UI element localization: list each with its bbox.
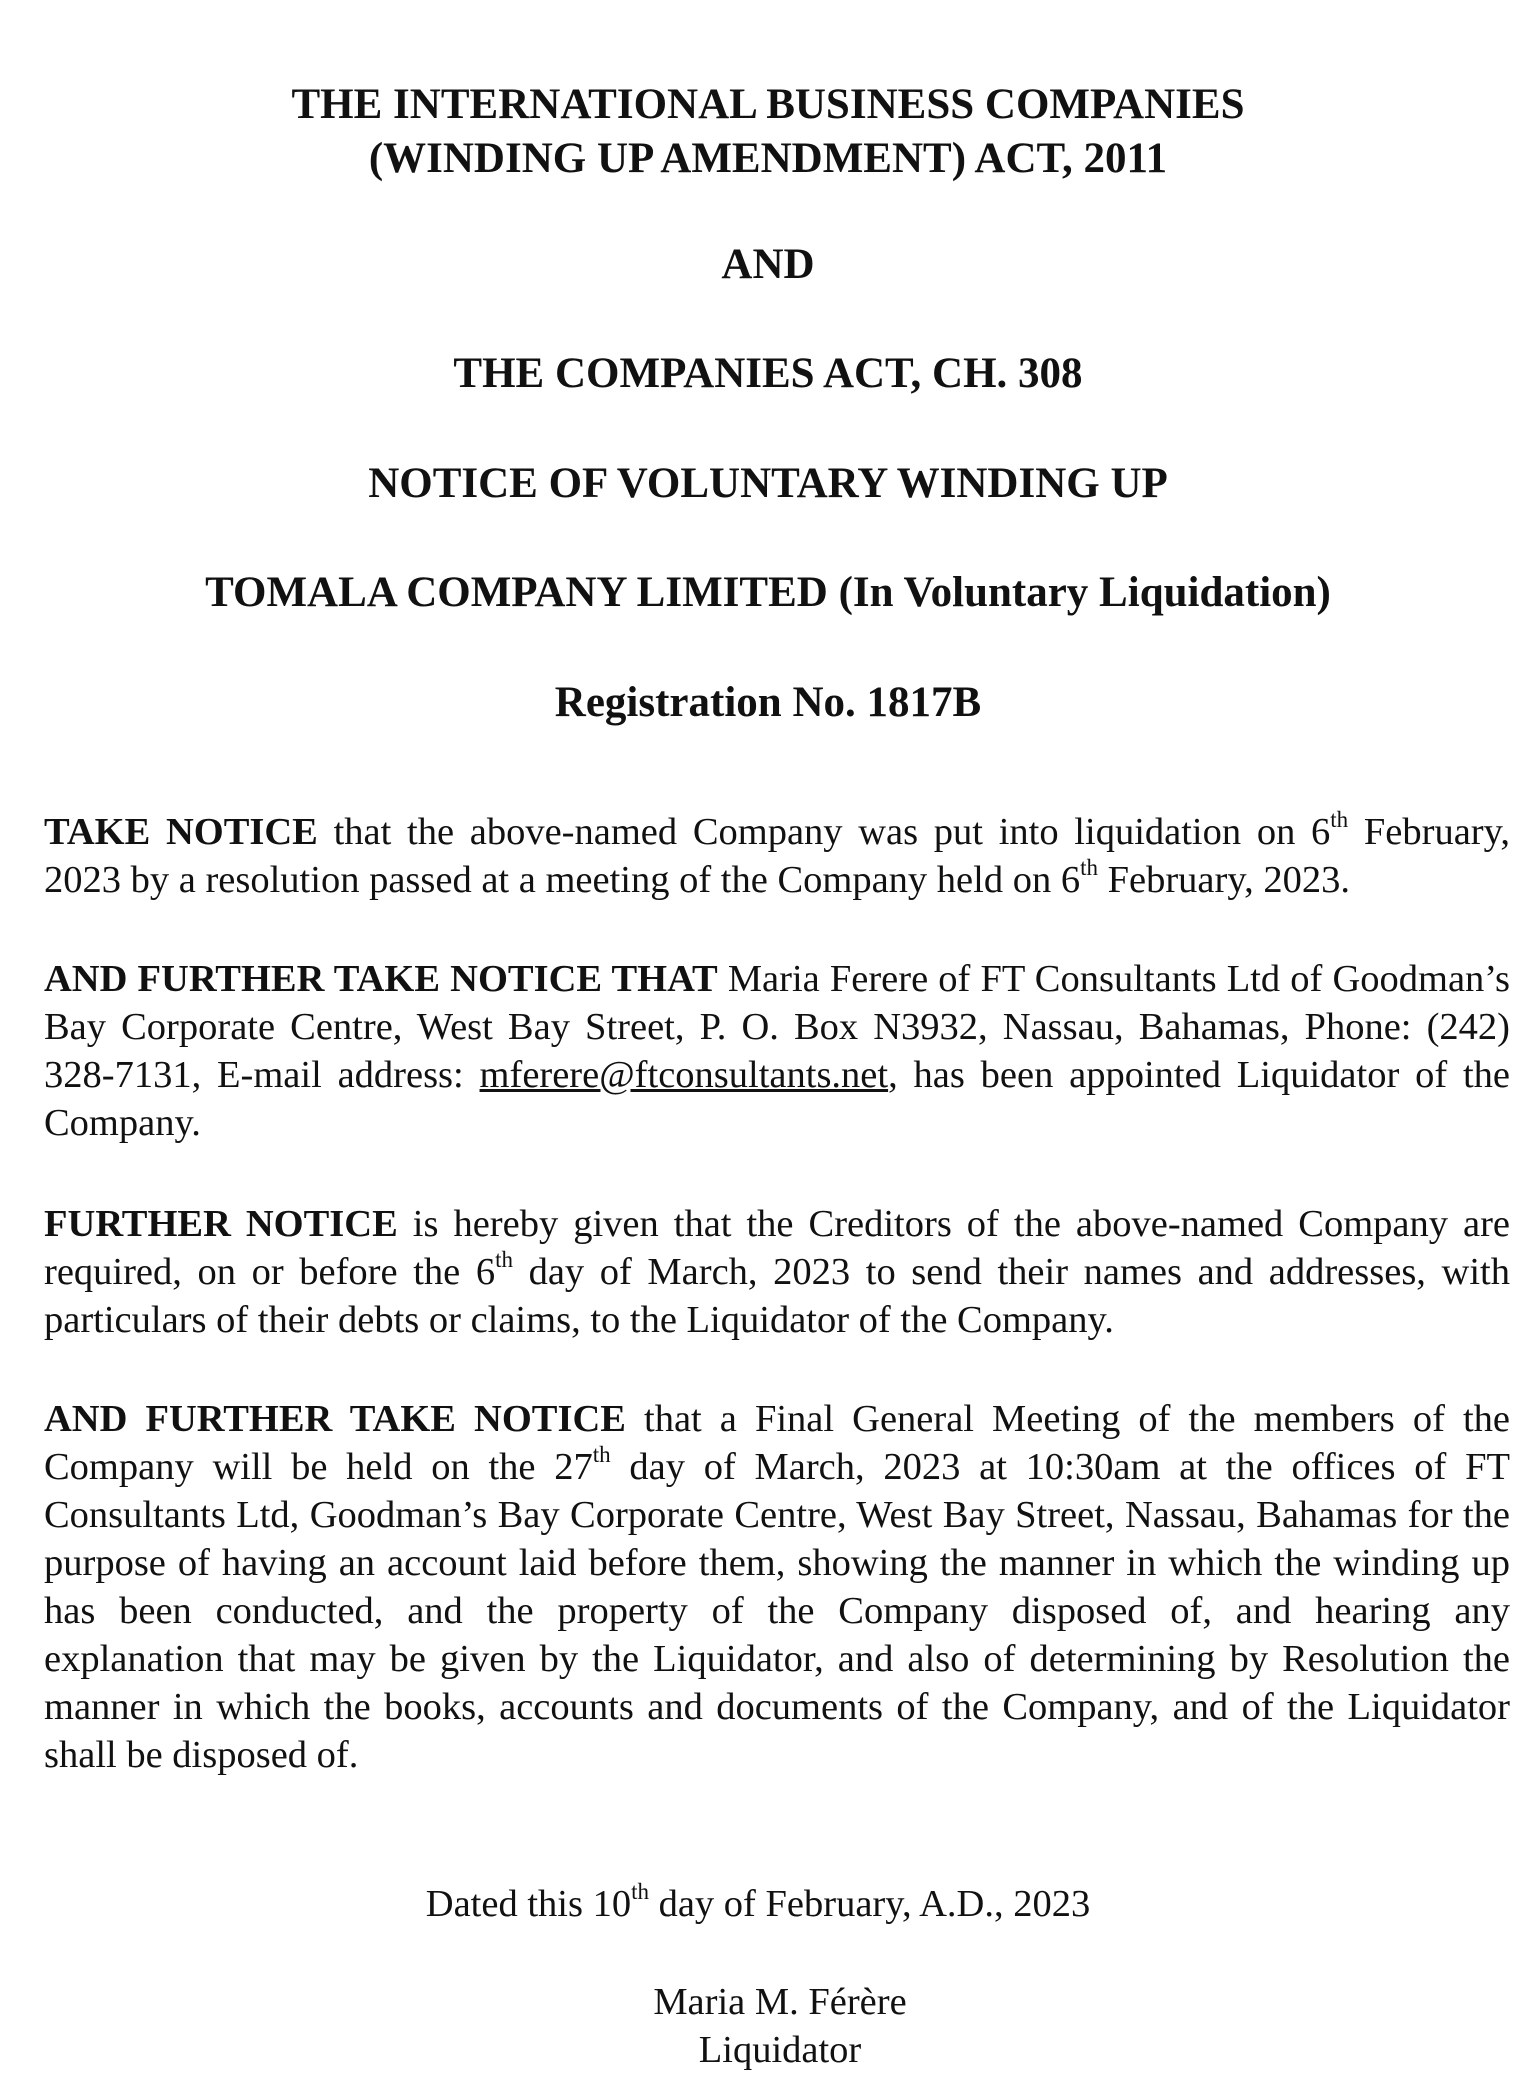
ordinal-suffix: th — [1080, 855, 1098, 881]
ordinal-suffix: th — [592, 1442, 611, 1468]
notice-title: NOTICE OF VOLUNTARY WINDING UP — [368, 460, 1168, 507]
signatory-title: Liquidator — [698, 2029, 862, 2071]
act-title-line-1: THE INTERNATIONAL BUSINESS COMPANIES — [291, 81, 1245, 128]
and-heading: AND — [721, 241, 815, 288]
paragraph-text: is hereby given that the Creditors of the above-named Company are required, on or before the 6 — [44, 1203, 1510, 1293]
paragraph-liquidator-appointment — [44, 955, 1510, 1147]
paragraph-text: day of March, 2023 at 10:30am at the offices of FT Consultants Ltd, Goodman’s Bay Corporate Centre, West Bay Street, Nassau, Bahamas for the purpose of having an account laid before them, showing the manner in which the winding up has been conducted, and the property of the Company disposed of, and hearing any explanation that may be given by the Liquidator, and also of determining by Resolution the manner in which the books, accounts and documents of the Company, and of the Liquidator shall be disposed of. — [44, 1446, 1511, 1776]
companies-act-heading: THE COMPANIES ACT, CH. 308 — [453, 350, 1083, 397]
paragraph-lead: TAKE NOTICE — [44, 811, 318, 853]
paragraph-creditors-notice — [44, 1200, 1510, 1344]
dated-text: Dated this 10 — [425, 1883, 632, 1925]
ordinal-suffix: th — [495, 1247, 513, 1273]
ordinal-suffix: th — [631, 1879, 649, 1905]
act-title-line-2: (WINDING UP AMENDMENT) ACT, 2011 — [368, 135, 1168, 182]
paragraph-text: that the above-named Company was put into liquidation on 6 — [317, 811, 1331, 853]
paragraph-text: that a Final General Meeting of the members of the Company will be held on the 27 — [44, 1398, 1510, 1488]
paragraph-lead: FURTHER NOTICE — [44, 1203, 398, 1245]
paragraph-final-meeting — [44, 1395, 1510, 1779]
dated-text: day of February, A.D., 2023 — [648, 1883, 1091, 1925]
paragraph-text: February, 2023 by a resolution passed at a meeting of the Company held on 6 — [44, 811, 1510, 901]
ordinal-suffix: th — [1330, 807, 1349, 833]
paragraph-lead: AND FURTHER TAKE NOTICE — [44, 1398, 626, 1440]
paragraph-text: February, 2023. — [1097, 859, 1350, 901]
paragraph-text: day of March, 2023 to send their names and addresses, with particulars of their debts or claims, to the Liquidator of the Company. — [44, 1251, 1510, 1341]
signatory-name: Maria M. Férère — [653, 1981, 907, 2023]
paragraph-text: Maria Ferere of FT Consultants Ltd of Goodman’s Bay Corporate Centre, West Bay Street, P. O. Box N3932, Nassau, Bahamas, Phone: (242) 328-7131, E-mail address: — [44, 958, 1510, 1096]
paragraph-liquidation-notice — [44, 808, 1510, 904]
email-link[interactable]: mferere@ftconsultants.net — [479, 1054, 889, 1096]
paragraph-text: , has been appointed Liquidator of the Company. — [44, 1054, 1510, 1144]
company-name: TOMALA COMPANY LIMITED (In Voluntary Liquidation) — [205, 569, 1331, 616]
registration-number: Registration No. 1817B — [554, 679, 982, 726]
paragraph-lead: AND FURTHER TAKE NOTICE THAT — [44, 958, 718, 1000]
dated-line — [0, 1880, 1526, 1928]
act-title — [0, 78, 1536, 186]
